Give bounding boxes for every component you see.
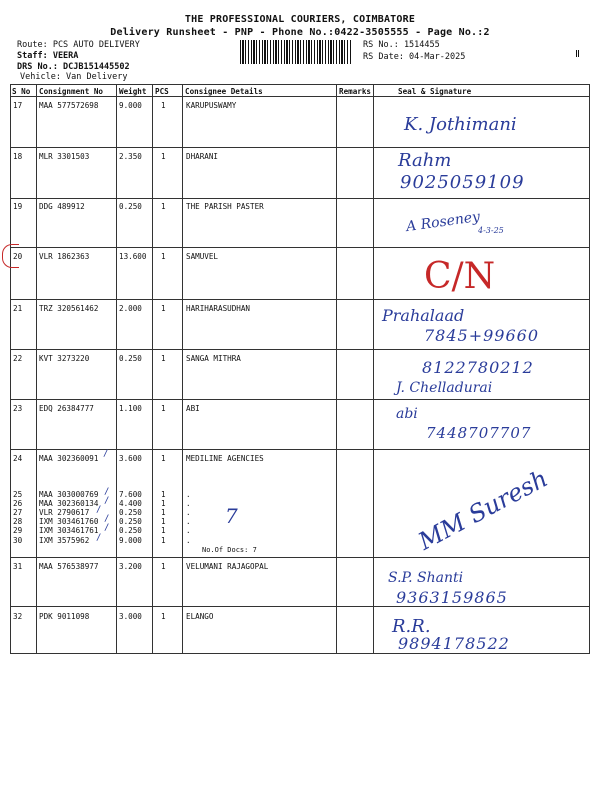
rs-date: RS Date: 04-Mar-2025 [363, 52, 466, 62]
row-weight: 0.250 [119, 202, 142, 211]
row-pcs: 1 [161, 202, 166, 211]
row-pcs: 1 [161, 252, 166, 261]
row-pcs: 1 [161, 101, 166, 110]
tick-icon: / [96, 533, 102, 543]
rs-number: RS No.: 1514455 [363, 40, 440, 50]
tick-icon: / [104, 496, 110, 506]
row-consignment: MLR 3301503 [39, 152, 90, 161]
tick-icon: / [104, 514, 110, 524]
row-consignee: . [186, 526, 191, 535]
red-margin-mark-icon [2, 244, 19, 268]
signature-22-name: J. Chelladurai [396, 380, 493, 396]
company-title: THE PROFESSIONAL COURIERS, COIMBATORE [184, 14, 416, 25]
row-weight: 13.600 [119, 252, 147, 261]
row-consignment: DDG 489912 [39, 202, 85, 211]
row-pcs: 1 [161, 517, 166, 526]
row-consignment: MAA 576538977 [39, 562, 99, 571]
row-sno: 24 [13, 454, 23, 463]
tick-icon: / [104, 487, 110, 497]
row-weight: 9.000 [119, 536, 142, 545]
row-sno: 31 [13, 562, 23, 571]
signature-31-name: S.P. Shanti [388, 570, 464, 586]
signature-32-name: R.R. [392, 616, 431, 637]
row-weight: 3.600 [119, 454, 142, 463]
signature-24: MM Suresh [413, 464, 553, 556]
col-consignee: Consignee Details [185, 87, 263, 96]
row-pcs: 1 [161, 526, 166, 535]
row-consignee: THE PARISH PASTER [186, 202, 264, 211]
row-sno: 17 [13, 101, 23, 110]
row-weight: 0.250 [119, 354, 142, 363]
row-pcs: 1 [161, 404, 166, 413]
row-consignment: IXM 303461760 [39, 517, 99, 526]
row-pcs: 1 [161, 508, 166, 517]
cn-mark: C/N [424, 256, 496, 297]
signature-19-date: 4-3-25 [478, 226, 504, 235]
row-pcs: 1 [161, 499, 166, 508]
col-consignment: Consignment No [39, 87, 104, 96]
signature-32-phone: 9894178522 [398, 634, 510, 653]
row-pcs: 1 [161, 536, 166, 545]
tick-icon: / [104, 523, 110, 533]
signature-21-phone: 7845+99660 [424, 326, 540, 345]
row-weight: 1.100 [119, 404, 142, 413]
runsheet-subtitle: Delivery Runsheet - PNP - Phone No.:0422-3505555 - Page No.:2 [110, 27, 490, 38]
row-consignment: KVT 3273220 [39, 354, 90, 363]
row-consignment: MAA 302360134 [39, 499, 99, 508]
row-consignee: SANGA MITHRA [186, 354, 241, 363]
signature-23-name: abi [396, 406, 418, 422]
row-consignee: KARUPUSWAMY [186, 101, 237, 110]
row-sno: 22 [13, 354, 23, 363]
row-sno: 19 [13, 202, 23, 211]
row-pcs: 1 [161, 612, 166, 621]
row-consignee: . [186, 536, 191, 545]
row-weight: 9.000 [119, 101, 142, 110]
col-remarks: Remarks [339, 87, 372, 96]
row-consignee: . [186, 508, 191, 517]
row-consignee: . [186, 490, 191, 499]
row-weight: 2.000 [119, 304, 142, 313]
row-consignment: TRZ 320561462 [39, 304, 99, 313]
drs-label: DRS No.: DCJB151445502 [17, 62, 130, 72]
signature-23-phone: 7448707707 [426, 424, 532, 442]
runsheet-barcode [240, 40, 352, 64]
row-sno: 29 [13, 526, 23, 535]
row-sno: 25 [13, 490, 23, 499]
col-weight: Weight [119, 87, 147, 96]
row-consignment: PDK 9011098 [39, 612, 90, 621]
row-consignment: EDQ 26384777 [39, 404, 94, 413]
row-consignment: MAA 577572698 [39, 101, 99, 110]
row-weight: 3.000 [119, 612, 142, 621]
row-sno: 21 [13, 304, 23, 313]
signature-17: K. Jothimani [404, 114, 517, 135]
route-label: Route: PCS AUTO DELIVERY [17, 40, 140, 50]
row-consignee: . [186, 499, 191, 508]
row-consignment: VLR 1862363 [39, 252, 90, 261]
row-pcs: 1 [161, 304, 166, 313]
small-barcode [576, 50, 579, 57]
row-consignee: . [186, 517, 191, 526]
row-consignee: MEDILINE AGENCIES [186, 454, 264, 463]
row-consignee: ABI [186, 404, 200, 413]
row-sno: 30 [13, 536, 23, 545]
signature-21-name: Prahalaad [382, 306, 465, 325]
row-pcs: 1 [161, 490, 166, 499]
row-sno: 32 [13, 612, 23, 621]
row-weight: 7.600 [119, 490, 142, 499]
row-consignee: DHARANI [186, 152, 219, 161]
row-consignment: IXM 3575962 [39, 536, 90, 545]
signature-18-name: Rahm [398, 150, 452, 171]
tick-icon: / [96, 505, 102, 515]
row-consignment: MAA 302360091 [39, 454, 99, 463]
signature-22-phone: 8122780212 [422, 358, 534, 377]
row-consignee: SAMUVEL [186, 252, 219, 261]
tick-icon: / [103, 449, 109, 459]
row-sno: 26 [13, 499, 23, 508]
row-consignment: VLR 2790617 [39, 508, 90, 517]
row-sno: 20 [13, 252, 23, 261]
signature-31-phone: 9363159865 [396, 588, 508, 607]
row-pcs: 1 [161, 454, 166, 463]
row-sno: 18 [13, 152, 23, 161]
row-weight: 0.250 [119, 517, 142, 526]
row-sno: 27 [13, 508, 23, 517]
staff-label: Staff: VEERA [17, 51, 79, 61]
row-sno: 23 [13, 404, 23, 413]
col-pcs: PCS [155, 87, 169, 96]
row-consignment: IXM 303461761 [39, 526, 99, 535]
signature-18-phone: 9025059109 [400, 172, 525, 193]
col-seal-signature: Seal & Signature [398, 87, 472, 96]
row-consignment: MAA 303000769 [39, 490, 99, 499]
row-consignee: ELANGO [186, 612, 214, 621]
vehicle-label: Vehicle: Van Delivery [20, 72, 128, 82]
row-weight: 0.250 [119, 526, 142, 535]
row-sno: 28 [13, 517, 23, 526]
row-consignee: VELUMANI RAJAGOPAL [186, 562, 269, 571]
doc-count-note: No.Of Docs: 7 [202, 546, 257, 554]
row-consignee: HARIHARASUDHAN [186, 304, 251, 313]
row-weight: 3.200 [119, 562, 142, 571]
signature-19: A Roseney [405, 208, 481, 236]
col-sno: S No [12, 87, 31, 96]
row-pcs: 1 [161, 152, 166, 161]
row-pcs: 1 [161, 354, 166, 363]
row-weight: 2.350 [119, 152, 142, 161]
row-weight: 0.250 [119, 508, 142, 517]
row-weight: 4.400 [119, 499, 142, 508]
handwritten-count: 7 [225, 504, 238, 528]
row-pcs: 1 [161, 562, 166, 571]
